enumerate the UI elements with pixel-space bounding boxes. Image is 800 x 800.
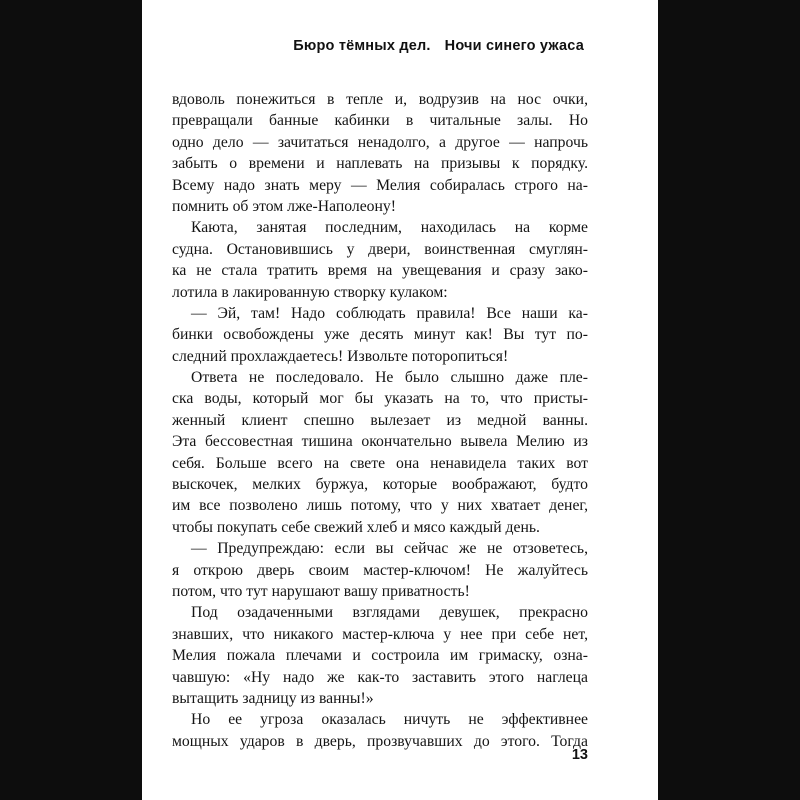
page-number: 13 xyxy=(571,747,588,763)
running-header xyxy=(293,38,584,54)
text-line: я открою дверь своим мастер-ключом! Не жалуйтесь xyxy=(172,561,588,579)
text-line: — Эй, там! Надо соблюдать правила! Все наши ка- xyxy=(191,304,588,322)
paragraph xyxy=(172,602,588,709)
text-line: Под озадаченными взглядами девушек, прекрасно xyxy=(191,604,588,622)
paragraph xyxy=(172,89,588,217)
text-line: вытащить задницу из ванны!» xyxy=(172,689,374,707)
text-line: Всему надо знать меру — Мелия собиралась строго на- xyxy=(172,176,588,194)
right-dark-margin xyxy=(658,0,800,800)
text-line: превращали банные кабинки в читальные залы. Но xyxy=(172,112,588,130)
book-page xyxy=(142,0,658,800)
text-line: следний прохлаждаетесь! Извольте поторопиться! xyxy=(172,347,509,365)
paragraph xyxy=(172,303,588,367)
text-line: лотила в лакированную створку кулаком: xyxy=(172,283,448,301)
paragraph xyxy=(172,367,588,538)
header-title: Ночи синего ужаса xyxy=(444,38,584,54)
text-line: судна. Остановившись у двери, воинственная смуглян- xyxy=(172,240,588,258)
text-line: вдоволь понежиться в тепле и, водрузив на нос очки, xyxy=(172,91,588,108)
text-line: им все позволено лишь потому, что у них хватает денег, xyxy=(172,497,588,515)
body-text xyxy=(172,89,588,752)
text-line: женный клиент спешно вылезает из медной ванны. xyxy=(172,411,588,429)
text-line: Но ее угроза оказалась ничуть не эффективнее xyxy=(191,711,588,729)
text-line: Эта бессовестная тишина окончательно вывела Мелию из xyxy=(172,433,588,451)
text-line: помнить об этом лже-Наполеону! xyxy=(172,197,396,215)
text-line: бинки освобождены уже десять минут как! Вы тут по- xyxy=(172,326,588,344)
text-line: — Предупреждаю: если вы сейчас же не отзоветесь, xyxy=(191,540,588,558)
text-line: чавшую: «Ну надо же как-то заставить этого наглеца xyxy=(172,668,588,686)
text-line: себя. Больше всего на свете она ненавидела таких вот xyxy=(172,454,588,472)
text-line: ска воды, который мог бы указать на то, что присты- xyxy=(172,390,588,408)
paragraph xyxy=(172,538,588,602)
left-dark-margin xyxy=(0,0,142,800)
text-line: ка не стала тратить время на увещевания и сразу зако- xyxy=(172,262,588,280)
text-line: Каюта, занятая последним, находилась на корме xyxy=(191,219,588,237)
text-line: Ответа не последовало. Не было слышно даже пле- xyxy=(191,369,588,387)
text-line: мощных ударов в дверь, прозвучавших до этого. Тогда xyxy=(172,732,588,750)
paragraph xyxy=(172,709,588,752)
paragraph xyxy=(172,217,588,303)
text-line: Мелия пожала плечами и состроила им гримаску, озна- xyxy=(172,647,588,665)
text-line: чтобы покупать себе свежий хлеб и мясо каждый день. xyxy=(172,518,540,536)
text-line: одно дело — зачитаться ненадолго, а другое — напрочь xyxy=(172,133,588,151)
header-series: Бюро тёмных дел. xyxy=(293,38,431,54)
text-line: знавших, что никакого мастер-ключа у нее при себе нет, xyxy=(172,625,588,643)
text-line: потом, что тут нарушают вашу приватность! xyxy=(172,582,470,600)
text-line: выскочек, мелких буржуа, которые воображают, будто xyxy=(172,476,588,494)
text-line: забыть о времени и наплевать на призывы к порядку. xyxy=(172,155,588,173)
